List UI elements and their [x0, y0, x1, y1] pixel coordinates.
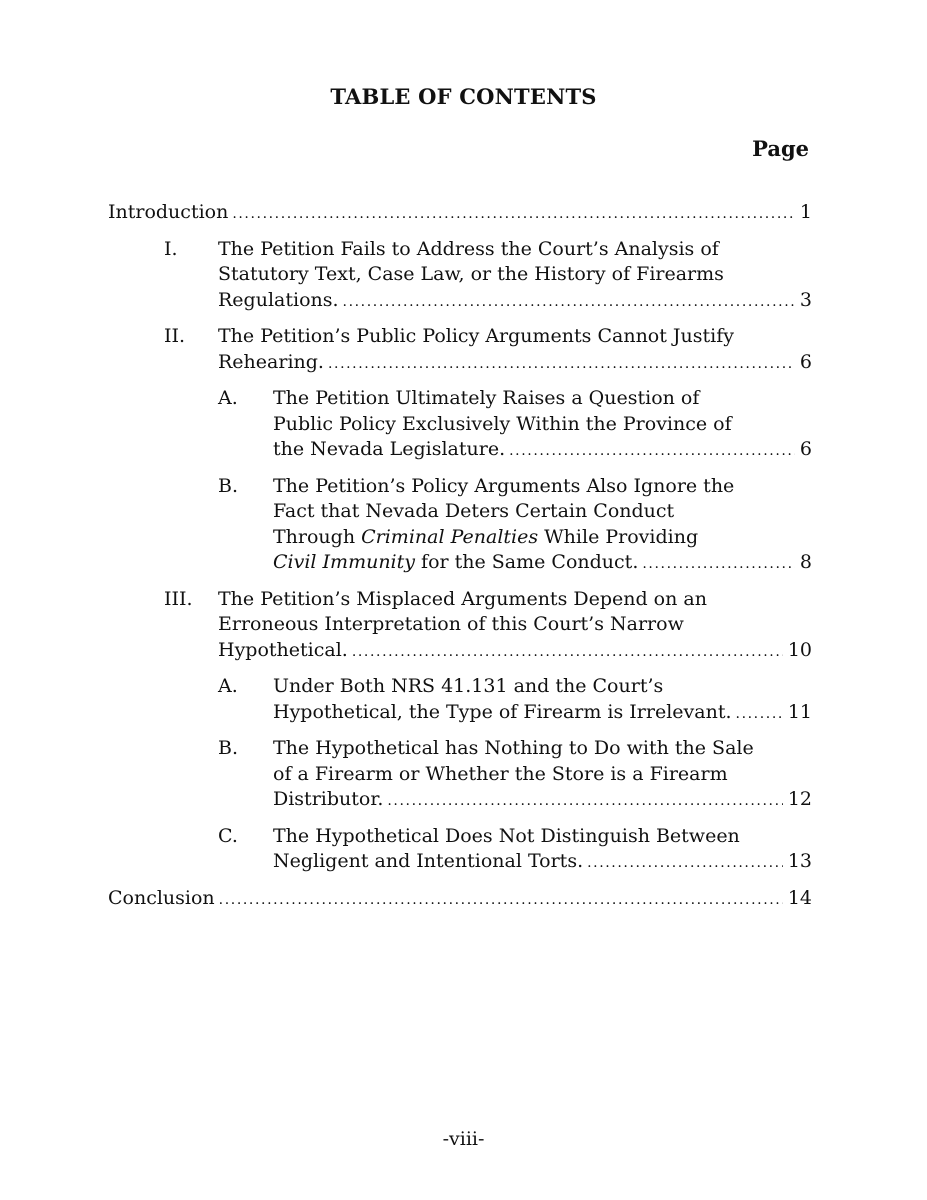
toc-entry-conclusion[interactable]	[108, 886, 812, 914]
entry-title-line: Regulations.	[218, 288, 339, 311]
entry-title-line: Statutory Text, Case Law, or the History of Firearms	[218, 263, 724, 285]
text-segment: While Providing	[538, 525, 699, 548]
entry-title-line: Hypothetical.	[218, 638, 348, 661]
table-of-contents	[108, 200, 812, 913]
toc-entry-section-2a[interactable]	[108, 386, 812, 465]
page-number: 13	[787, 850, 812, 872]
entry-title-line: Erroneous Interpretation of this Court’s Narrow	[218, 613, 684, 635]
page-number: 1	[799, 201, 812, 223]
toc-entry-section-3b[interactable]	[108, 736, 812, 815]
page-column-header: Page	[752, 136, 809, 161]
entry-title-line: The Petition Ultimately Raises a Question of	[273, 387, 700, 409]
dot-leader	[387, 789, 782, 815]
entry-title-line: Fact that Nevada Deters Certain Conduct	[273, 500, 675, 522]
page-number: 6	[799, 350, 812, 373]
entry-title-line: Negligent and Intentional Torts.	[273, 850, 584, 872]
footer-page-number: -viii-	[442, 1128, 485, 1150]
entry-title-line: The Petition Fails to Address the Court’s Analysis of	[218, 237, 719, 260]
subsection-letter: A.	[218, 675, 238, 697]
text-segment: for the Same Conduct.	[415, 551, 639, 573]
italic-term: Civil Immunity	[273, 551, 415, 573]
dot-leader	[343, 290, 795, 316]
entry-title-line: The Hypothetical has Nothing to Do with the Sale	[273, 737, 754, 759]
page-number: 3	[799, 288, 812, 311]
page-number: 6	[799, 438, 812, 460]
dot-leader	[587, 851, 783, 877]
toc-entry-section-3c[interactable]	[108, 824, 812, 877]
entry-title: Introduction	[108, 201, 229, 223]
dot-leader	[328, 352, 795, 378]
dot-leader	[219, 888, 783, 914]
entry-title-line: The Petition’s Public Policy Arguments Cannot Justify	[218, 325, 734, 347]
toc-title: TABLE OF CONTENTS	[330, 84, 597, 109]
entry-title-line	[273, 525, 698, 551]
dot-leader	[509, 439, 795, 465]
page-number: 12	[787, 788, 812, 810]
entry-title-line: The Hypothetical Does Not Distinguish Between	[273, 824, 740, 847]
toc-entry-introduction[interactable]	[108, 200, 812, 228]
dot-leader	[352, 640, 783, 666]
entry-title-line	[273, 550, 638, 576]
page-number: 10	[787, 638, 812, 661]
toc-entry-section-2b[interactable]	[108, 474, 812, 578]
entry-title-line: Under Both NRS 41.131 and the Court’s	[273, 675, 664, 697]
page-number: 8	[799, 551, 812, 573]
entry-title-line: Distributor.	[273, 788, 384, 810]
toc-entry-section-1[interactable]	[108, 237, 812, 316]
section-numeral: II.	[164, 325, 186, 347]
entry-title-line: The Petition’s Misplaced Arguments Depend on an	[218, 587, 707, 610]
section-numeral: I.	[164, 237, 178, 260]
section-numeral: III.	[164, 587, 193, 610]
entry-title: Conclusion	[108, 886, 215, 909]
dot-leader	[736, 702, 783, 728]
toc-entry-section-3a[interactable]	[108, 674, 812, 727]
italic-term: Criminal Penalties	[361, 525, 539, 548]
entry-title-line: the Nevada Legislature.	[273, 438, 506, 460]
entry-title-line: Public Policy Exclusively Within the Province of	[273, 412, 732, 435]
text-segment: Through	[273, 525, 362, 548]
page-number: 14	[787, 886, 812, 909]
subsection-letter: B.	[218, 737, 239, 759]
subsection-letter: B.	[218, 474, 239, 497]
entry-title-line: The Petition’s Policy Arguments Also Ignore the	[273, 474, 735, 497]
entry-title-line: Hypothetical, the Type of Firearm is Irrelevant.	[273, 700, 732, 723]
entry-title-line: of a Firearm or Whether the Store is a Firearm	[273, 762, 728, 785]
subsection-letter: C.	[218, 824, 238, 847]
dot-leader	[232, 202, 795, 228]
entry-title-line: Rehearing.	[218, 350, 324, 373]
dot-leader	[642, 552, 795, 578]
toc-entry-section-2[interactable]	[108, 324, 812, 377]
toc-entry-section-3[interactable]	[108, 587, 812, 666]
page-number: 11	[787, 700, 812, 723]
subsection-letter: A.	[218, 387, 238, 409]
